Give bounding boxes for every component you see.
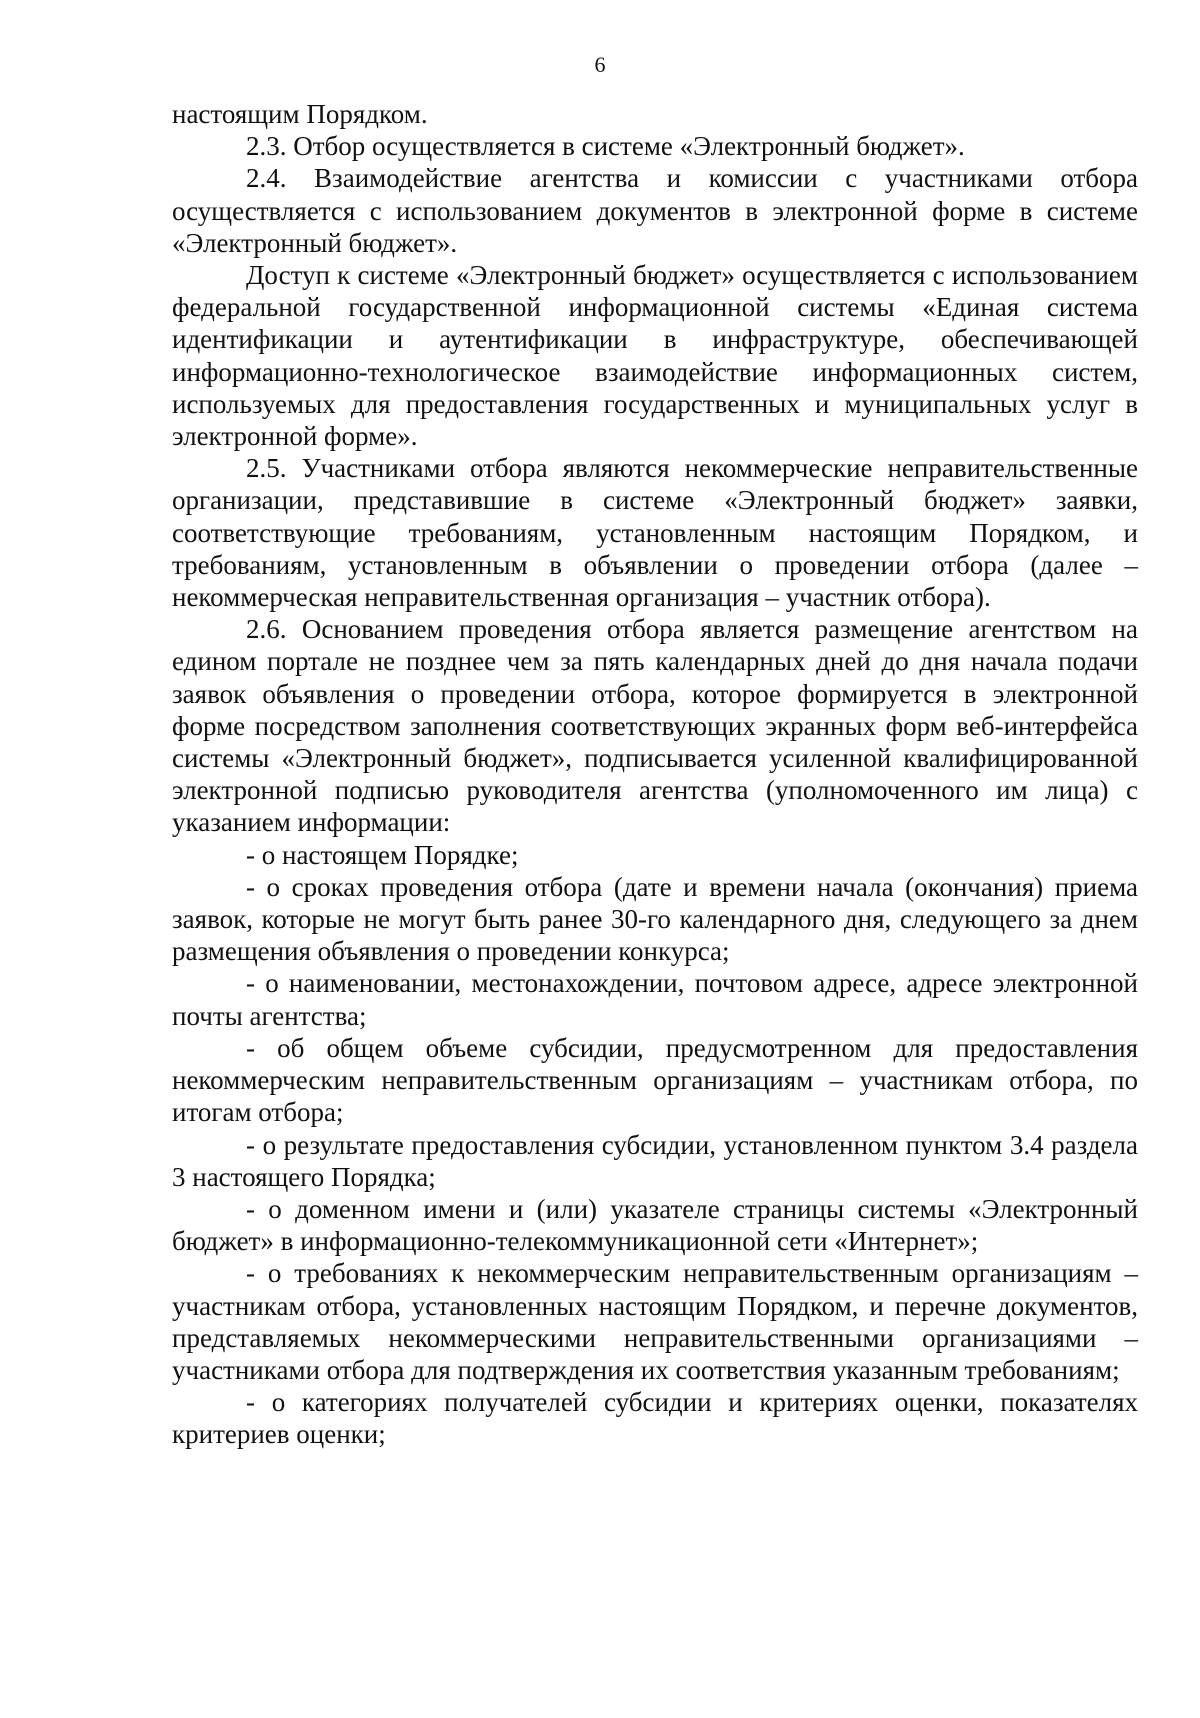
list-item-criteria: - о категориях получателей субсидии и критериях оценки, показателях критериев оценки; <box>172 1387 1138 1450</box>
list-item-subsidy-volume: - об общем объеме субсидии, предусмотренном для предоставления некоммерческим неправительственным организациям – участникам отбора, по итогам отбора; <box>172 1032 1138 1128</box>
list-item-requirements: - о требованиях к некоммерческим неправительственным организациям – участникам отбора, установленных настоящим Порядком, и перечне документов, представляемых некоммерческими неправительственными организациями – участниками отбора для подтверждения их соответствия указанным требованиям; <box>172 1258 1138 1385</box>
paragraph-access: Доступ к системе «Электронный бюджет» осуществляется с использованием федеральной государственной информационной системы «Единая система идентификации и аутентификации в инфраструктуре, обеспечивающей информационно-технологическое взаимодействие информационных систем, используемых для предоставления государственных и муниципальных услуг в электронной форме». <box>172 260 1138 452</box>
paragraph-2-4: 2.4. Взаимодействие агентства и комиссии с участниками отбора осуществляется с использованием документов в электронной форме в системе «Электронный бюджет». <box>172 163 1138 258</box>
list-item-domain-name: - о доменном имени и (или) указателе страницы системы «Электронный бюджет» в информационно-телекоммуникационной сети «Интернет»; <box>172 1193 1138 1257</box>
paragraph-continuation: настоящим Порядком. <box>172 99 428 129</box>
document-body <box>172 98 1138 1451</box>
page-number: 6 <box>594 52 606 77</box>
list-item-agency-contacts: - о наименовании, местонахождении, почтовом адресе, адресе электронной почты агентства; <box>172 968 1138 1031</box>
paragraph-2-5: 2.5. Участниками отбора являются некоммерческие неправительственные организации, представившие в системе «Электронный бюджет» заявки, соответствующие требованиям, установленным настоящим Порядком, и требованиям, установленным в объявлении о проведении отбора (далее – некоммерческая неправительственная организация – участник отбора). <box>172 453 1138 613</box>
list-item-subsidy-result: - о результате предоставления субсидии, установленном пунктом 3.4 раздела 3 настоящего Порядка; <box>172 1129 1138 1192</box>
paragraph-2-3: 2.3. Отбор осуществляется в системе «Электронный бюджет». <box>246 131 965 162</box>
list-item-order: - о настоящем Порядке; <box>246 839 519 870</box>
list-item-deadlines: - о сроках проведения отбора (дате и времени начала (окончания) приема заявок, которые не могут быть ранее 30-го календарного дня, следующего за днем размещения объявления о проведении конкурса; <box>172 871 1138 967</box>
paragraph-2-6: 2.6. Основанием проведения отбора является размещение агентством на едином портале не позднее чем за пять календарных дней до дня начала подачи заявок объявления о проведении отбора, которое формируется в электронной форме посредством заполнения соответствующих экранных форм веб-интерфейса системы «Электронный бюджет», подписывается усиленной квалифицированной электронной подписью руководителя агентства (уполномоченного им лица) с указанием информации: <box>172 614 1138 838</box>
